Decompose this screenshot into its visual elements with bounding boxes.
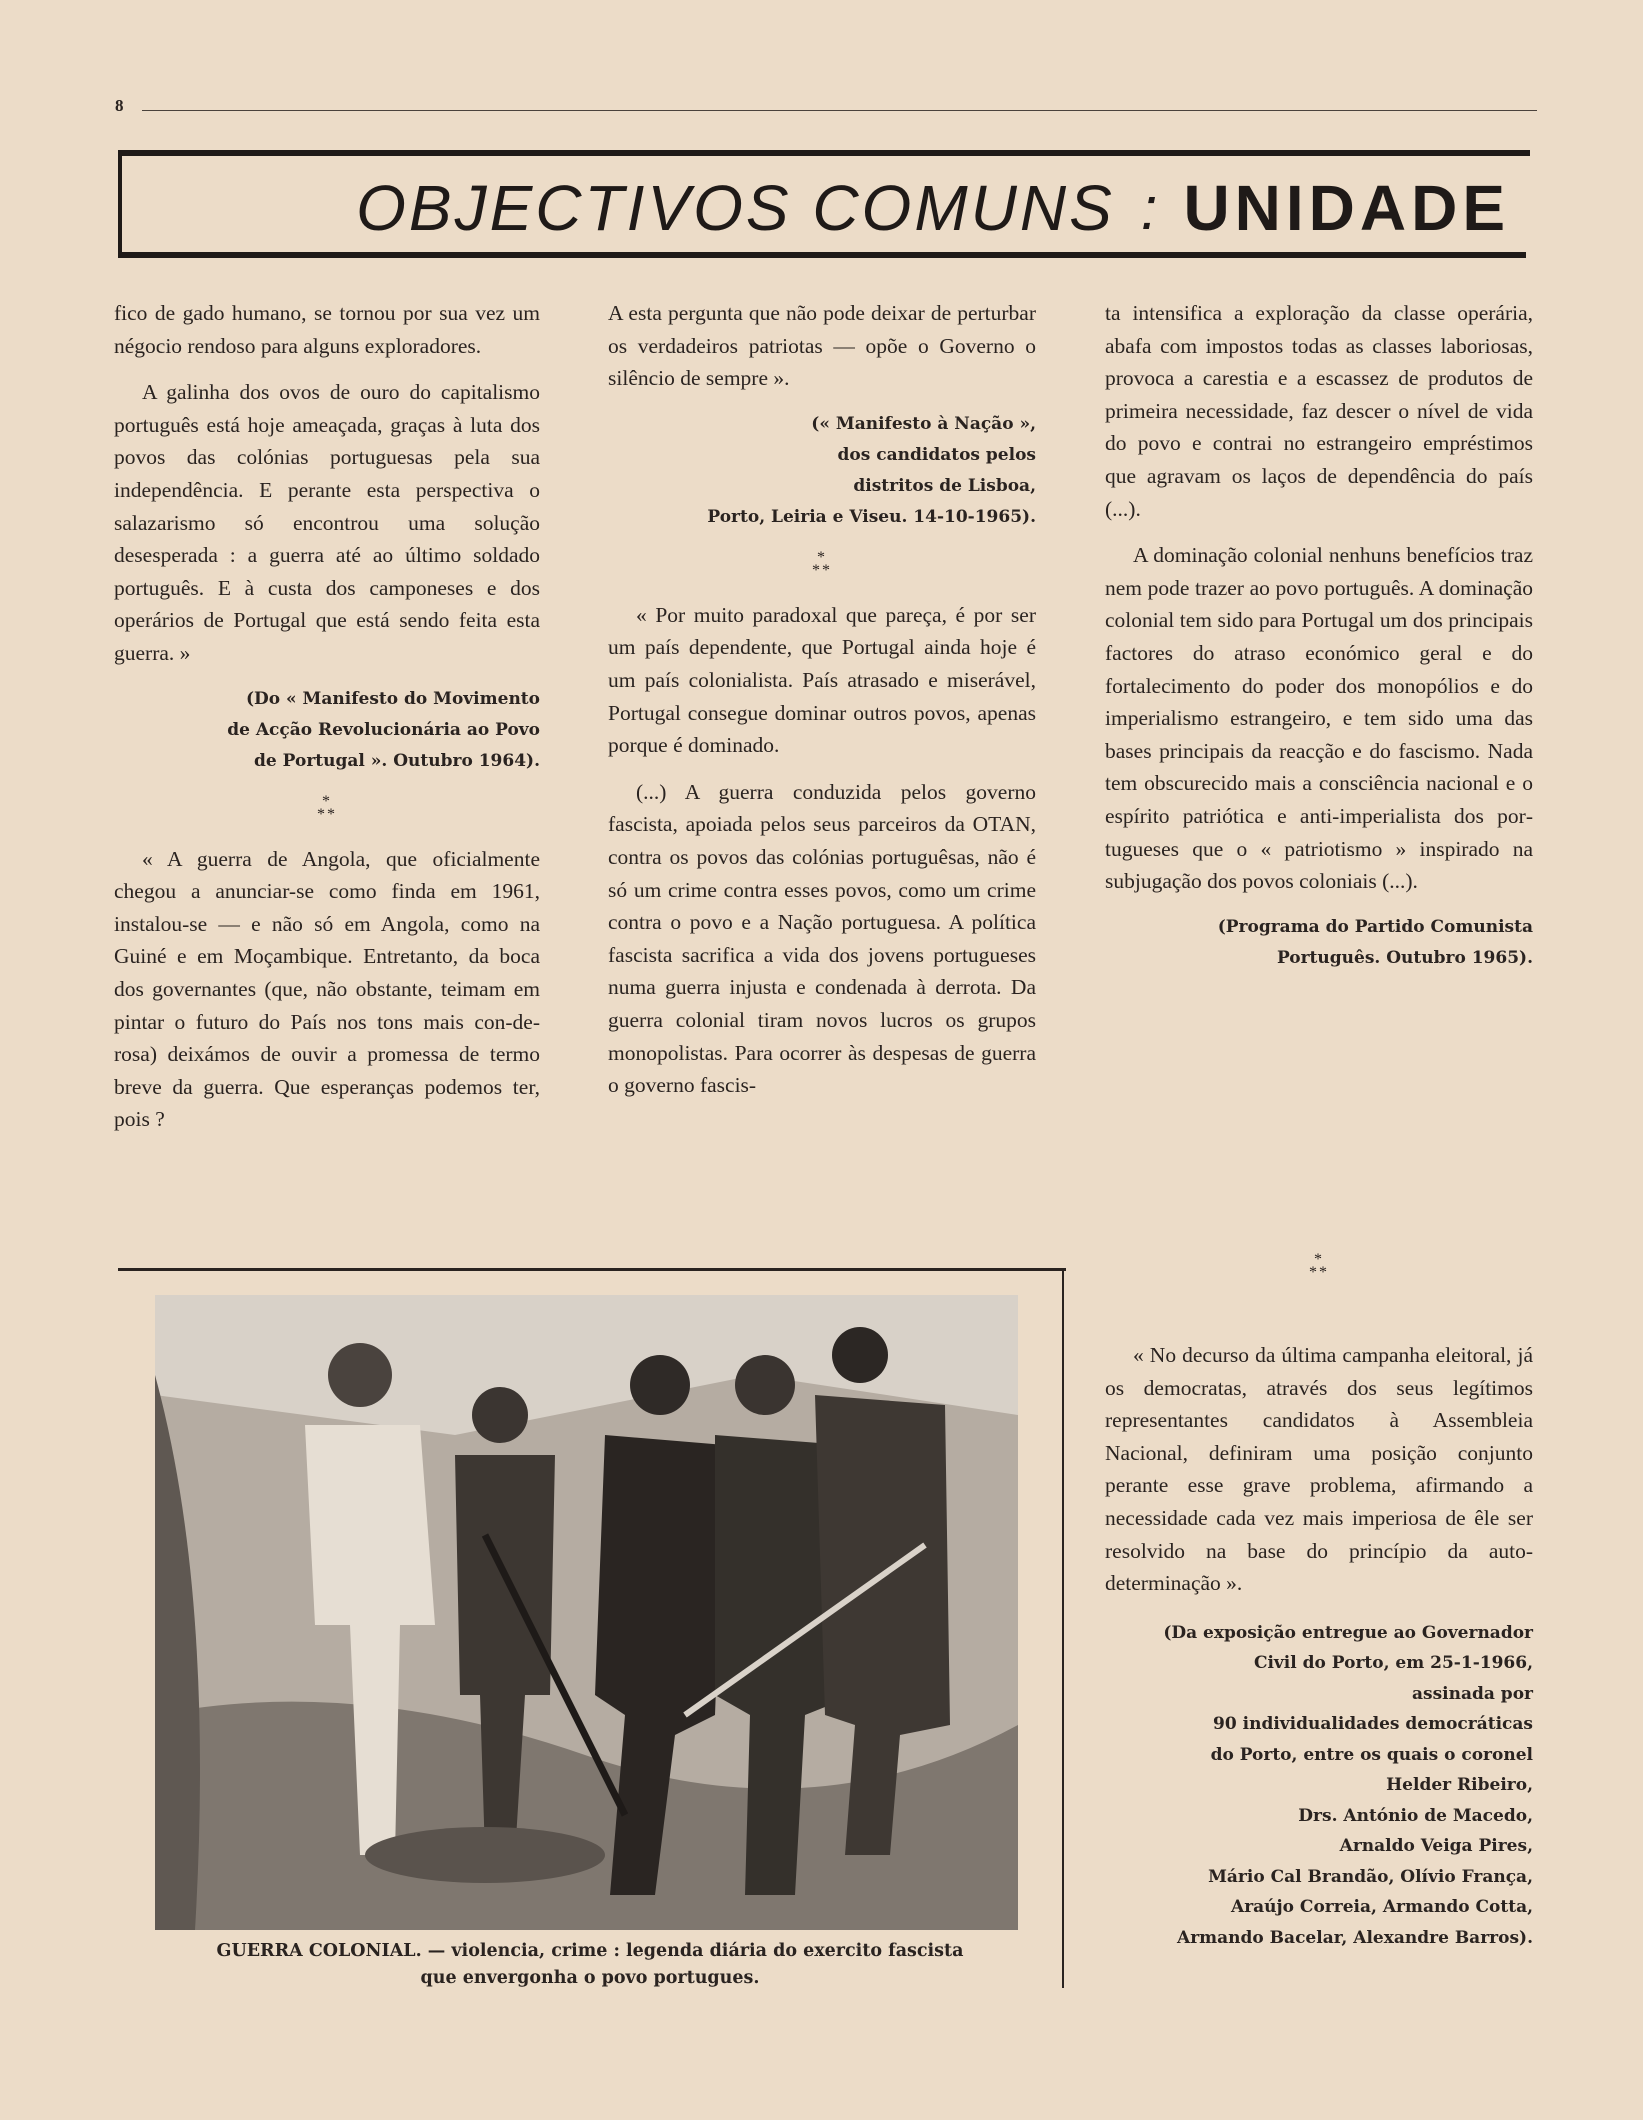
col2-source: (« Manifesto à Nação », dos candidatos pelos distritos de Lisboa, Porto, Leiria e Viseu. 14-10-1965). — [707, 413, 1036, 527]
caption-line-1: GUERRA COLONIAL. — violencia, crime : legenda diária do exercito fascista — [216, 1941, 964, 1961]
title-objectivos-comuns: OBJECTIVOS COMUNS — [356, 172, 1115, 244]
photo-frame-right-rule — [1062, 1268, 1064, 1988]
col2-paragraph-1: A esta pergunta que não pode deixar de perturbar os verdadeiros patriotas — opõe o Governo o silêncio de sempre ». — [608, 301, 1036, 391]
col1-source-1: (Do « Manifesto do Movimento de Acção Revolucionária ao Povo de Portugal ». Outubro 1964). — [227, 688, 540, 771]
col2-paragraph-2: « Por muito paradoxal que pareça, é por ser um país dependente, que Portugal ainda hoje é um país colonialista. País atrasado e miserável, Portugal consegue dominar outros povos, apenas porque é dominado. — [608, 602, 1036, 758]
page-number: 8 — [115, 96, 124, 115]
col3-asterism: * ** — [1309, 1251, 1329, 1281]
col3-source-1: (Programa do Partido Comunista Português. Outubro 1965). — [1217, 916, 1533, 968]
top-rule — [142, 110, 1537, 111]
col1-paragraph-2: A galinha dos ovos de ouro do capitalismo português está hoje ameaçada, graças à luta dos povos das colónias portuguesas pela sua independência. E perante esta perspectiva o salazarismo só encontrou uma solução desesperada : a guerra até ao último soldado português. E à custa dos camponeses e dos operários de Portugal que está sendo feita esta guerra. » — [114, 380, 540, 665]
header-bottom-rule — [118, 252, 1526, 258]
war-photo — [155, 1295, 1018, 1930]
title-unidade: UNIDADE — [1183, 172, 1510, 244]
column-3 — [1105, 297, 1533, 992]
photo-frame-top-rule — [118, 1268, 1066, 1271]
col3-source-2: (Da exposição entregue ao Governador Civil do Porto, em 25-1-1966, assinada por 90 individualidades democráticas do Porto, entre os quais o coronel Helder Ribeiro, Drs. António de Macedo, Arnaldo Veiga Pires, Mário Cal Brandão, Olívio França, Araújo Correia, Armando Cotta, Armando Bacelar, Alexandre Barros). — [1163, 1622, 1533, 1948]
soldiers-photo-illustration — [155, 1295, 1018, 1930]
column-2 — [608, 297, 1036, 1116]
title-separator: : — [1140, 174, 1158, 242]
col2-asterism: * ** — [812, 548, 832, 579]
col1-asterism: * ** — [317, 792, 337, 823]
col2-paragraph-3: (...) A guerra conduzida pelos governo fascista, apoiada pelos seus parceiros da OTAN, contra os povos das colónias portuguêsas, não é só um crime contra esses povos, como um crime contra o povo e a Nação portuguesa. A política fascista sacrifica a vida dos jovens portugueses numa guerra injusta e condenada à derrota. Da guerra colonial tiram novos lucros os grupos monopolistas. Para ocorrer às despesas de guerra o governo fascis- — [608, 779, 1036, 1098]
col3-paragraph-3: « No decurso da última campanha eleitoral, já os democratas, através dos seus legítimos representantes candidatos à Assembleia Nacional, definiram uma posição conjunto perante esse grave problema, afirmando a necessidade cada vez mais imperiosa de êle ser resolvido na base do princípio da auto-determinação ». — [1105, 1343, 1533, 1596]
col3-paragraph-1: ta intensifica a exploração da classe operária, abafa com impostos todas as classes laboriosas, provoca a carestia e a escassez de produtos de primeira necessidade, faz descer o nível de vida do povo e contrai no estrangeiro empréstimos que agravam os laços de dependência do país (...). — [1105, 301, 1533, 521]
col1-paragraph-1: fico de gado humano, se tornou por sua vez um négocio rendoso para alguns exploradores. — [114, 301, 540, 358]
col1-paragraph-3: « A guerra de Angola, que oficialmente chegou a anunciar-se como finda em 1961, instalou-se — e não só em Angola, como na Guiné e em Moçambique. Entretanto, da boca dos governantes (que, não obstante, teimam em pintar o futuro do País nos tons mais con-de-rosa) deixámos de ouvir a promessa de termo breve da guerra. Que esperanças podemos ter, pois ? — [114, 846, 540, 1132]
caption-line-2: que envergonha o povo portugues. — [420, 1968, 760, 1988]
column-3-lower — [1105, 1235, 1533, 1971]
page-title — [356, 168, 1510, 248]
column-1 — [114, 297, 540, 1150]
col3-paragraph-2: A dominação colonial nenhuns benefícios traz nem pode trazer ao povo português. A dominação colonial tem sido para Portugal um dos principais factores do atraso económico geral e do fortalecimento do poder dos monopólios e do imperialismo estrangeiro, e tem sido uma das bases principais da reacção e do fascismo. Nada tem obscurecido mais a consciência nacional e o espírito patriótica e anti-imperialista dos portugueses que o « patriotismo » inspirado na subjugação dos povos coloniais (...). — [1105, 543, 1533, 894]
photo-caption — [130, 1938, 1050, 1992]
